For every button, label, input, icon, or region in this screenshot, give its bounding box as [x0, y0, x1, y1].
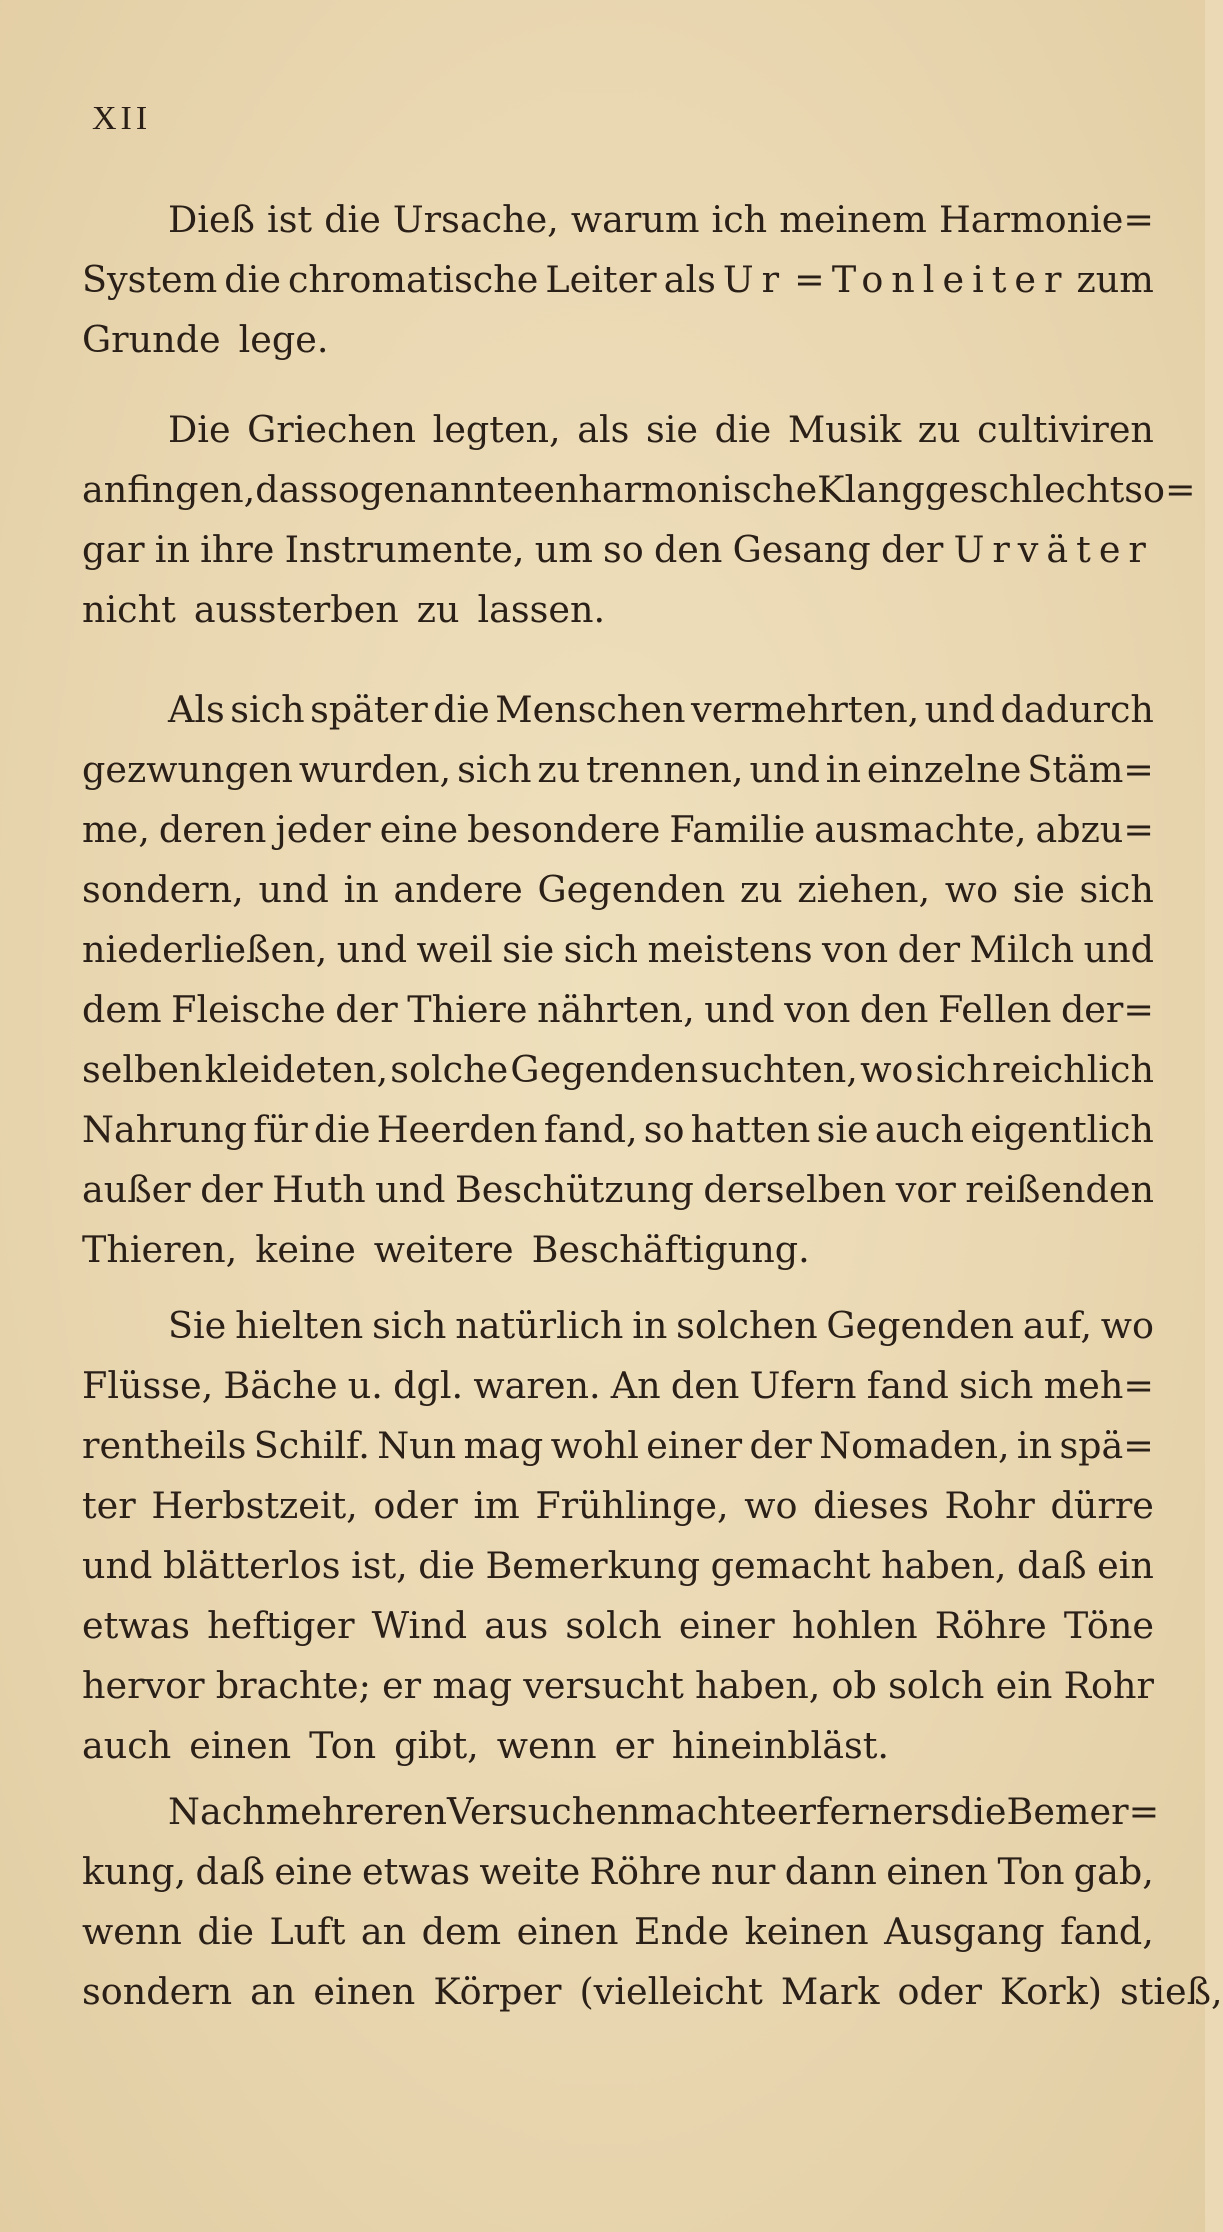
- word: Bäche: [223, 1364, 338, 1407]
- word: hohlen: [791, 1604, 918, 1647]
- word: wenn: [496, 1724, 597, 1767]
- word: ausmachte,: [814, 808, 1027, 851]
- word: und: [375, 1168, 446, 1211]
- word: fand,: [543, 1108, 638, 1151]
- word: oder: [373, 1484, 458, 1527]
- word: vor: [895, 1168, 956, 1211]
- word: gibt,: [394, 1724, 479, 1767]
- word: und: [82, 1544, 153, 1587]
- word: Leiter: [545, 258, 657, 301]
- word: einzelne: [866, 748, 1022, 791]
- text-line: [82, 190, 1154, 250]
- word: jeder: [275, 808, 371, 851]
- word: zum: [1076, 258, 1154, 301]
- word: einer: [678, 1604, 775, 1647]
- text-line: [82, 400, 1154, 460]
- text-line: [82, 1902, 1154, 1962]
- word: daß: [195, 1850, 265, 1893]
- word: ihre: [200, 528, 275, 571]
- word: Harmonie=: [938, 198, 1154, 241]
- word: Ende: [634, 1910, 730, 1953]
- word: an: [360, 1910, 407, 1953]
- word: mag: [463, 1424, 544, 1467]
- word: zu: [537, 748, 581, 791]
- word: dieses: [813, 1484, 929, 1527]
- word: Klanggeschlecht: [817, 468, 1125, 511]
- word: hervor: [82, 1664, 205, 1707]
- paragraph-4: [82, 1296, 1154, 1776]
- page-number: XII: [92, 100, 152, 137]
- word: Schilf.: [253, 1424, 370, 1467]
- word: die: [714, 408, 772, 451]
- word: ziehen,: [797, 868, 931, 911]
- word: vermehrten,: [690, 688, 920, 731]
- word: den: [670, 1364, 740, 1407]
- word: die: [949, 1790, 1007, 1833]
- word: ein: [995, 1664, 1053, 1707]
- text-line: [82, 250, 1154, 310]
- word: weitere: [373, 1228, 514, 1271]
- word: er: [614, 1724, 654, 1767]
- word: weite: [479, 1850, 581, 1893]
- word: zu: [917, 408, 961, 451]
- word: Rohr: [944, 1484, 1035, 1527]
- word: und: [1083, 928, 1154, 971]
- word: Huth: [272, 1168, 366, 1211]
- word: sondern: [82, 1970, 233, 2013]
- word: reißenden: [965, 1168, 1154, 1211]
- word: andere: [393, 868, 523, 911]
- word: anfingen,: [82, 468, 256, 511]
- word: Kork): [999, 1970, 1102, 2013]
- word: mag: [432, 1664, 513, 1707]
- word: sich: [563, 928, 639, 971]
- text-line: [82, 1416, 1154, 1476]
- text-line: [82, 680, 1154, 740]
- word: Ton: [309, 1724, 377, 1767]
- word: einen: [516, 1910, 619, 1953]
- word: Luft: [269, 1910, 346, 1953]
- word: er: [776, 1790, 816, 1833]
- word: und: [336, 928, 408, 971]
- word: sich: [959, 1364, 1034, 1407]
- word: lassen.: [477, 588, 606, 631]
- text-line: [82, 980, 1154, 1040]
- word: solche: [390, 1048, 509, 1091]
- word: den: [653, 528, 723, 571]
- word: ist,: [351, 1544, 408, 1587]
- word: Nomaden,: [819, 1424, 1010, 1467]
- word: lege.: [238, 318, 329, 361]
- word: nährten,: [537, 988, 695, 1031]
- word: als: [577, 408, 630, 451]
- word: auch: [82, 1724, 172, 1767]
- word: Familie: [669, 808, 806, 851]
- word: die: [197, 1910, 254, 1953]
- word: sich: [457, 748, 532, 791]
- word: sie: [1012, 868, 1065, 911]
- word: Instrumente,: [284, 528, 525, 571]
- word: Frühlinge,: [535, 1484, 729, 1527]
- text-line: [82, 1356, 1154, 1416]
- word: brachte;: [215, 1664, 371, 1707]
- word: ich: [711, 198, 768, 241]
- word: sich: [915, 1048, 990, 1091]
- word: Urväter: [953, 528, 1154, 571]
- paragraph-5: [82, 1782, 1223, 2022]
- word: eigentlich: [970, 1108, 1154, 1151]
- word: haben,: [881, 1544, 1007, 1587]
- word: Beschützung: [454, 1168, 694, 1211]
- word: ob: [831, 1664, 877, 1707]
- word: u.: [347, 1364, 383, 1407]
- word: fand,: [1060, 1910, 1154, 1953]
- word: spä=: [1059, 1424, 1154, 1467]
- text-line: [82, 1296, 1154, 1356]
- word: Beschäftigung.: [531, 1228, 810, 1271]
- word: Stäm=: [1027, 748, 1154, 791]
- word: eine: [379, 808, 459, 851]
- word: dann: [784, 1850, 877, 1893]
- word: rentheils: [82, 1424, 247, 1467]
- word: (vielleicht: [579, 1970, 763, 2013]
- word: um: [534, 528, 593, 571]
- word: System: [82, 258, 218, 301]
- word: kung,: [82, 1850, 187, 1893]
- word: hineinbläst.: [671, 1724, 889, 1767]
- word: daß: [1017, 1544, 1087, 1587]
- word: sich: [1079, 868, 1154, 911]
- word: gezwungen: [82, 748, 293, 791]
- word: der: [880, 528, 944, 571]
- text-line: [82, 1596, 1154, 1656]
- word: Rohr: [1063, 1664, 1154, 1707]
- text-line: [82, 1716, 1154, 1776]
- word: keine: [255, 1228, 356, 1271]
- word: an: [250, 1970, 296, 2013]
- word: suchten,: [700, 1048, 858, 1091]
- word: und: [258, 868, 329, 911]
- word: in: [1016, 1424, 1053, 1467]
- text-line: [82, 1220, 1154, 1280]
- word: Griechen: [247, 408, 417, 451]
- word: Röhre: [934, 1604, 1047, 1647]
- word: so: [603, 528, 644, 571]
- word: dem: [421, 1910, 502, 1953]
- word: chromatische: [287, 258, 539, 301]
- word: besondere: [467, 808, 661, 851]
- word: derselben: [703, 1168, 887, 1211]
- word: Ufern: [749, 1364, 857, 1407]
- word: später: [310, 688, 428, 731]
- word: Nun: [377, 1424, 457, 1467]
- word: dgl.: [393, 1364, 464, 1407]
- text-line: [82, 580, 1154, 640]
- word: Flüsse,: [82, 1364, 214, 1407]
- word: Bemerkung: [485, 1544, 701, 1587]
- word: natürlich: [455, 1304, 624, 1347]
- text-line: [82, 1476, 1154, 1536]
- word: Tonleiter: [831, 258, 1070, 301]
- word: einer: [646, 1424, 743, 1467]
- word: me,: [82, 808, 150, 851]
- word: enharmonische: [533, 468, 818, 511]
- word: zu: [739, 868, 783, 911]
- word: hielten: [235, 1304, 364, 1347]
- paragraph-3: [82, 680, 1154, 1280]
- word: eine: [274, 1850, 353, 1893]
- word: Röhre: [589, 1850, 702, 1893]
- word: dem: [82, 988, 162, 1031]
- word: niederließen,: [82, 928, 328, 971]
- word: blätterlos: [162, 1544, 341, 1587]
- word: ein: [1097, 1544, 1154, 1587]
- word: ist: [267, 198, 313, 241]
- word: sie: [502, 928, 555, 971]
- word: wenn: [82, 1910, 182, 1953]
- word: heftiger: [207, 1604, 355, 1647]
- word: Ausgang: [884, 1910, 1045, 1953]
- text-line: [82, 1782, 1160, 1842]
- word: auf,: [1022, 1304, 1092, 1347]
- word: ferners: [816, 1790, 950, 1833]
- word: solch: [888, 1664, 985, 1707]
- word: auch: [874, 1108, 965, 1151]
- word: Versuchen: [446, 1790, 641, 1833]
- word: Fleische: [171, 988, 326, 1031]
- word: cultiviren: [977, 408, 1154, 451]
- text-line: [82, 1040, 1154, 1100]
- word: legten,: [432, 408, 561, 451]
- word: abzu=: [1035, 808, 1154, 851]
- word: gar: [82, 528, 145, 571]
- word: ter: [82, 1484, 136, 1527]
- word: in: [825, 748, 861, 791]
- word: die: [313, 1108, 371, 1151]
- word: etwas: [362, 1850, 471, 1893]
- word: sondern,: [82, 868, 244, 911]
- word: kleideten,: [204, 1048, 389, 1091]
- word: Sie: [168, 1304, 227, 1347]
- word: meh=: [1043, 1364, 1154, 1407]
- word: etwas: [82, 1604, 191, 1647]
- word: sie: [816, 1108, 869, 1151]
- word: nicht: [82, 588, 176, 631]
- word: oder: [897, 1970, 982, 2013]
- paragraph-2: [82, 400, 1196, 640]
- word: Nach: [168, 1790, 266, 1833]
- word: selben: [82, 1048, 203, 1091]
- word: Wind: [371, 1604, 468, 1647]
- text-line: [82, 1160, 1154, 1220]
- text-line: [82, 1100, 1154, 1160]
- word: hatten: [690, 1108, 811, 1151]
- word: Dieß: [168, 198, 255, 241]
- word: der: [200, 1168, 263, 1211]
- word: fand: [866, 1364, 949, 1407]
- word: in: [154, 528, 190, 571]
- word: dadurch: [1000, 688, 1154, 731]
- word: und: [704, 988, 775, 1031]
- word: der: [335, 988, 398, 1031]
- word: als: [663, 258, 716, 301]
- word: aus: [484, 1604, 549, 1647]
- word: einen: [886, 1850, 989, 1893]
- word: Körper: [433, 1970, 562, 2013]
- word: so: [643, 1108, 685, 1151]
- word: Töne: [1063, 1604, 1154, 1647]
- word: wo: [944, 868, 999, 911]
- word: für: [253, 1108, 308, 1151]
- text-line: [82, 1962, 1223, 2022]
- word: Gegenden: [510, 1048, 699, 1091]
- text-line: [82, 740, 1154, 800]
- word: wohl: [550, 1424, 639, 1467]
- word: zu: [416, 588, 460, 631]
- word: solch: [565, 1604, 662, 1647]
- word: die: [224, 258, 281, 301]
- word: Gegenden: [826, 1304, 1015, 1347]
- word: Thiere: [407, 988, 528, 1031]
- text-line: [82, 860, 1154, 920]
- word: einen: [189, 1724, 292, 1767]
- word: den: [859, 988, 929, 1031]
- word: Musik: [787, 408, 902, 451]
- word: keinen: [744, 1910, 869, 1953]
- text-line: [82, 460, 1196, 520]
- word: die: [433, 688, 490, 731]
- text-line: [82, 520, 1154, 580]
- word: in: [343, 868, 379, 911]
- word: Nahrung: [82, 1108, 248, 1151]
- text-line: [82, 310, 1154, 370]
- word: Gesang: [732, 528, 871, 571]
- word: gab,: [1073, 1850, 1154, 1893]
- word: dürre: [1050, 1484, 1154, 1527]
- word: außer: [82, 1168, 191, 1211]
- word: von: [784, 988, 851, 1031]
- word: die: [324, 198, 381, 241]
- word: wo: [860, 1048, 914, 1091]
- word: und: [749, 748, 820, 791]
- word: warum: [570, 198, 700, 241]
- word: sich: [372, 1304, 447, 1347]
- word: das: [255, 468, 320, 511]
- word: sich: [230, 688, 305, 731]
- word: der: [897, 928, 961, 971]
- word: sie: [646, 408, 699, 451]
- word: Ton: [997, 1850, 1065, 1893]
- word: wurden,: [298, 748, 452, 791]
- word: trennen,: [586, 748, 744, 791]
- word: wo: [744, 1484, 798, 1527]
- word: Heerden: [376, 1108, 538, 1151]
- word: weil: [416, 928, 493, 971]
- word: gemacht: [710, 1544, 871, 1587]
- word: so=: [1124, 468, 1196, 511]
- word: mehreren: [265, 1790, 447, 1833]
- word: Milch: [969, 928, 1075, 971]
- word: Bemer=: [1006, 1790, 1160, 1833]
- word: der=: [1060, 988, 1154, 1031]
- word: Menschen: [495, 688, 686, 731]
- text-line: [82, 920, 1154, 980]
- word: Die: [168, 408, 231, 451]
- text-line: [82, 1656, 1154, 1716]
- word: von: [822, 928, 889, 971]
- word: stieß,: [1119, 1970, 1223, 2013]
- text-line: [82, 800, 1154, 860]
- paragraph-1: [82, 190, 1154, 370]
- word: sogenannte: [319, 468, 534, 511]
- word: aussterben: [193, 588, 399, 631]
- word: Ur: [722, 258, 788, 301]
- word: in: [632, 1304, 668, 1347]
- word: Gegenden: [537, 868, 726, 911]
- word: die: [418, 1544, 475, 1587]
- word: machte: [640, 1790, 777, 1833]
- word: einen: [313, 1970, 416, 2013]
- word: deren: [158, 808, 267, 851]
- word: er: [382, 1664, 422, 1707]
- word: Ursache,: [392, 198, 559, 241]
- word: meinem: [779, 198, 927, 241]
- word: im: [473, 1484, 520, 1527]
- word: wo: [1100, 1304, 1154, 1347]
- word: Fellen: [937, 988, 1052, 1031]
- word: nur: [710, 1850, 776, 1893]
- word: und: [924, 688, 996, 731]
- word: reichlich: [992, 1048, 1154, 1091]
- word: An: [610, 1364, 661, 1407]
- word: waren.: [473, 1364, 601, 1407]
- word: solchen: [676, 1304, 818, 1347]
- word: Thieren,: [82, 1228, 238, 1271]
- word: haben,: [694, 1664, 821, 1707]
- word: =: [794, 258, 825, 301]
- word: der: [749, 1424, 812, 1467]
- word: Herbstzeit,: [151, 1484, 358, 1527]
- word: meistens: [647, 928, 813, 971]
- word: Mark: [780, 1970, 880, 2013]
- word: Grunde: [82, 318, 221, 361]
- text-line: [82, 1842, 1154, 1902]
- word: Als: [168, 688, 225, 731]
- text-line: [82, 1536, 1154, 1596]
- word: versucht: [523, 1664, 684, 1707]
